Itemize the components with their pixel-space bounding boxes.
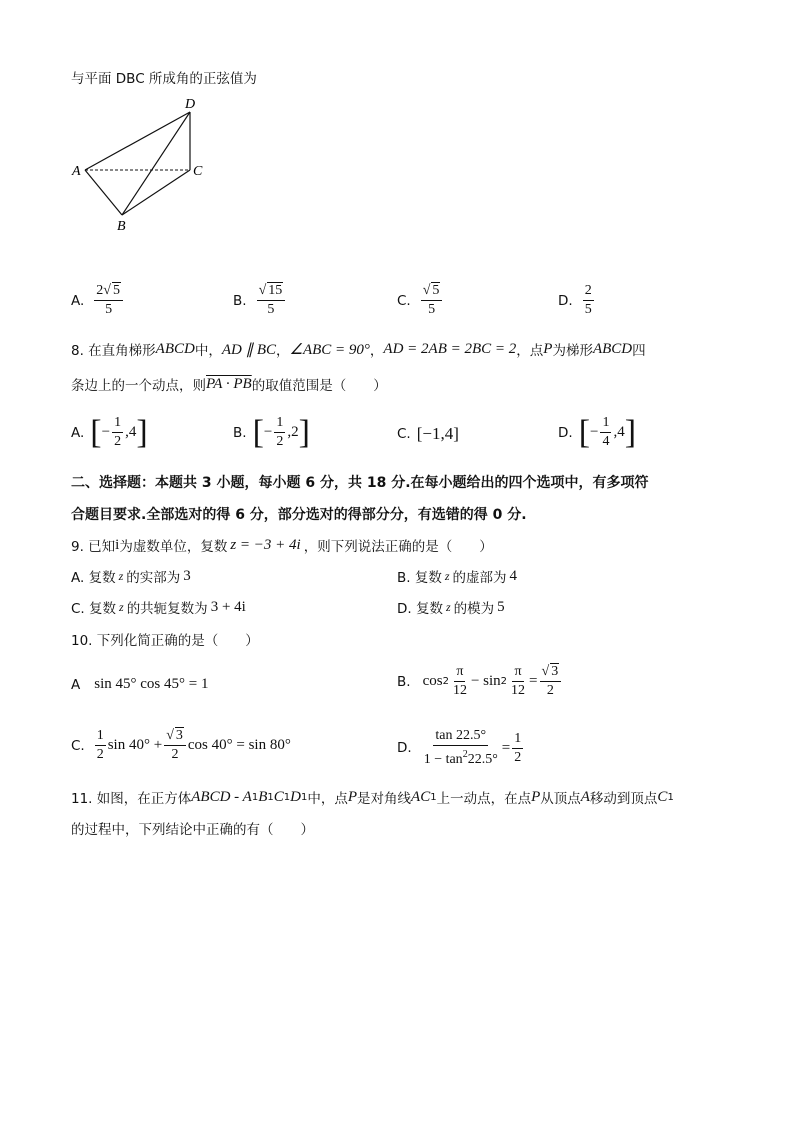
q8-stem-line1: 8. 在直角梯形 ABCD 中， AD ∥ BC ， ∠ABC = 90° ， AD = 2AB = 2BC = 2 ，点 P 为梯形 ABCD 四 (71, 340, 646, 359)
q8-option-b[interactable]: B. [ − $\frac{1}{2}$ ,2 ] (233, 413, 310, 451)
section2-line1: 二、选择题：本题共 3 小题，每小题 6 分，共 18 分.在每小题给出的四个选项中，有多项符 (71, 475, 649, 491)
label-b: B (117, 219, 126, 234)
q8-option-d[interactable]: D. [ − $\frac{1}{4}$ ,4 ] (558, 413, 637, 451)
label-c: C (193, 164, 203, 179)
q10-option-b[interactable]: B. cos 2 $\frac{\pi}{12}$ − sin 2 $\frac{\pi}{12}$ = $\frac{√ 3}{2}$ (397, 663, 563, 700)
q7-tail-text: 与平面 DBC 所成角的正弦值为 (71, 71, 257, 87)
label-a: A (72, 164, 81, 179)
q7-option-a[interactable]: A. $\frac{2√ 5}{5}$ (71, 282, 125, 319)
q10-option-c[interactable]: C. $\frac{1}{2}$ sin 40° + $\frac{√ 3}{2}$ cos 40° = sin 80° (71, 728, 291, 762)
q8-stem-line2: 条边上的一个动点，则 PA · PB 的取值范围是（ ） (71, 375, 387, 394)
q10-option-d[interactable]: D. $\frac{\tan 22.5^\circ}{1 - \tan^222.5^\circ}$ = $\frac{1}{2}$ (397, 728, 522, 767)
q9-option-c[interactable]: C. 复数 z 的共轭复数为 3 + 4i (71, 598, 246, 617)
section2-line2: 合题目要求.全部选对的得 6 分，部分选对的得部分分，有选错的得 0 分. (71, 507, 527, 523)
q7-option-d[interactable]: D. $\frac{2}{5}$ (558, 283, 592, 317)
q10-option-a[interactable]: A sin 45° cos 45° = 1 (71, 676, 209, 693)
q9-option-a[interactable]: A. 复数 z 的实部为 3 (71, 567, 191, 586)
q9-option-d[interactable]: D. 复数 z 的模为 5 (397, 598, 505, 617)
q8-option-c[interactable]: C. [−1,4] (397, 424, 459, 443)
q10-stem: 10. 下列化简正确的是（ ） (71, 633, 259, 649)
tetrahedron-figure (66, 94, 216, 234)
q9-stem: 9. 已知 i 为虚数单位，复数 z = −3 + 4i ，则下列说法正确的是（ ） (71, 536, 493, 555)
q11-stem-line1: 11. 如图，在正方体 ABCD - A 1 B 1 C 1 D 1 中，点 P 是对角线 AC 1 上一动点，在点 P 从顶点 A 移动到顶点 C 1 (71, 788, 674, 807)
q9-option-b[interactable]: B. 复数 z 的虚部为 4 (397, 567, 518, 586)
q11-stem-line2: 的过程中，下列结论中正确的有（ ） (71, 822, 314, 838)
q8-option-a[interactable]: A. [ − $\frac{1}{2}$ ,4 ] (71, 413, 148, 451)
q7-option-c[interactable]: C. $\frac{√ 5}{5}$ (397, 282, 444, 319)
label-d: D (185, 97, 196, 112)
q7-option-b[interactable]: B. $\frac{√ 15}{5}$ (233, 282, 287, 319)
